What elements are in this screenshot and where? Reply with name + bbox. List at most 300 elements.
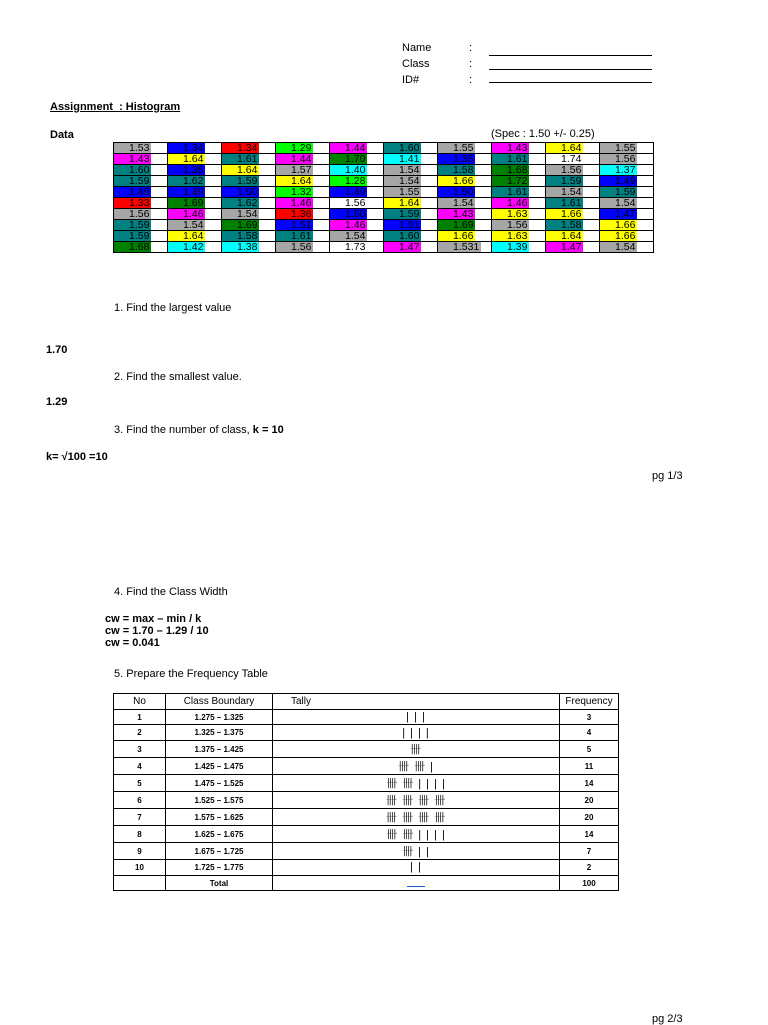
row-no: 9: [114, 843, 166, 860]
data-cell-value: 1.55: [384, 187, 421, 197]
data-cell: [168, 143, 222, 154]
data-cell: [222, 209, 276, 220]
data-cell: [384, 242, 438, 253]
data-cell-value: 1.33: [114, 198, 151, 208]
data-cell-value: 1.39: [492, 242, 529, 252]
data-cell-value: 1.66: [546, 209, 583, 219]
data-cell: [330, 220, 384, 231]
row-no: 5: [114, 775, 166, 792]
data-cell: [276, 242, 330, 253]
name-field-line[interactable]: [489, 55, 652, 56]
data-cell-value: 1.55: [600, 143, 637, 153]
data-cell-value: 1.73: [330, 242, 367, 252]
data-cell: [546, 165, 600, 176]
q3-question-bold: k = 10: [252, 424, 284, 436]
data-cell-value: 1.53: [114, 143, 151, 153]
data-cell-value: 1.57: [276, 165, 313, 175]
q3-question-text: 3. Find the number of class,: [114, 424, 253, 436]
data-cell: [276, 231, 330, 242]
data-cell-value: 1.59: [384, 209, 421, 219]
data-cell-value: 1.54: [546, 187, 583, 197]
data-cell: [222, 143, 276, 154]
data-cell-value: 1.60: [384, 231, 421, 241]
data-cell: [492, 165, 546, 176]
data-cell-value: 1.62: [222, 198, 259, 208]
data-cell-value: 1.59: [114, 220, 151, 230]
data-cell: [492, 231, 546, 242]
data-cell-value: 1.60: [384, 143, 421, 153]
data-cell-value: 1.38: [222, 242, 259, 252]
row-no: 2: [114, 725, 166, 741]
data-cell: [168, 209, 222, 220]
data-cell-value: 1.63: [492, 209, 529, 219]
data-cell-value: 1.68: [492, 165, 529, 175]
data-cell-value: 1.40: [330, 165, 367, 175]
total-link[interactable]: [407, 878, 425, 887]
q4-question: 4. Find the Class Width: [114, 586, 228, 598]
data-cell-value: 1.54: [600, 242, 637, 252]
data-cell: [114, 198, 168, 209]
frequency-table: [113, 693, 619, 891]
data-cell-value: 1.64: [546, 143, 583, 153]
data-cell: [546, 154, 600, 165]
frequency-header-row: [114, 694, 619, 710]
q5-question: 5. Prepare the Frequency Table: [114, 668, 268, 680]
data-cell-value: 1.54: [384, 165, 421, 175]
data-cell: [330, 176, 384, 187]
row-tally: 卌 卌 |: [273, 758, 560, 775]
data-cell-value: 1.72: [492, 176, 529, 186]
data-cell: [546, 143, 600, 154]
data-cell-value: 1.34: [222, 143, 259, 153]
data-cell-value: 1.64: [222, 165, 259, 175]
data-cell-value: 1.56: [330, 198, 367, 208]
data-cell-value: 1.61: [222, 154, 259, 164]
data-cell-value: 1.54: [438, 198, 475, 208]
data-cell: [222, 198, 276, 209]
row-no: 1: [114, 709, 166, 725]
name-label: Name: [402, 42, 432, 54]
data-cell-value: 1.66: [438, 231, 475, 241]
data-cell: [546, 187, 600, 198]
data-cell: [492, 176, 546, 187]
data-cell-value: 1.44: [276, 154, 313, 164]
data-cell-value: 1.61: [492, 154, 529, 164]
data-cell: [600, 242, 654, 253]
frequency-row: [114, 741, 619, 758]
data-cell-value: 1.62: [168, 176, 205, 186]
row-tally: 卌 卌 卌 卌: [273, 792, 560, 809]
data-cell: [330, 143, 384, 154]
data-cell-value: 1.43: [492, 143, 529, 153]
data-cell: [384, 231, 438, 242]
data-cell-value: 1.61: [492, 187, 529, 197]
data-cell: [168, 231, 222, 242]
data-cell: [330, 154, 384, 165]
data-cell: [276, 143, 330, 154]
q2-question: 2. Find the smallest value.: [114, 371, 242, 383]
q4-line3: cw = 0.041: [105, 637, 160, 649]
data-cell-value: 1.47: [546, 242, 583, 252]
data-cell: [330, 165, 384, 176]
data-cell-value: 1.46: [168, 209, 205, 219]
data-cell: [276, 165, 330, 176]
data-cell-value: 1.56: [546, 165, 583, 175]
row-tally: 卌 卌 卌 卌: [273, 809, 560, 826]
data-cell: [492, 198, 546, 209]
data-cell-value: 1.47: [384, 242, 421, 252]
data-cell-value: 1.35: [168, 165, 205, 175]
frequency-row: [114, 709, 619, 725]
row-no: 3: [114, 741, 166, 758]
data-cell-value: 1.54: [168, 220, 205, 230]
data-grid-row: [114, 154, 654, 165]
row-boundary: 1.475 – 1.525: [166, 775, 273, 792]
row-tally: 卌 | |: [273, 843, 560, 860]
data-cell-value: 1.63: [492, 231, 529, 241]
data-cell-value: 1.54: [600, 198, 637, 208]
data-grid-row: [114, 176, 654, 187]
data-cell: [168, 242, 222, 253]
data-cell-value: 1.59: [114, 176, 151, 186]
data-cell: [384, 165, 438, 176]
data-cell: [168, 154, 222, 165]
data-cell: [276, 209, 330, 220]
data-cell-value: 1.64: [168, 154, 205, 164]
data-cell-value: 1.29: [276, 143, 313, 153]
q1-question: 1. Find the largest value: [114, 302, 232, 314]
row-tally: | | |: [273, 709, 560, 725]
data-cell-value: 1.47: [600, 209, 637, 219]
data-cell: [276, 220, 330, 231]
data-cell-value: 1.60: [114, 165, 151, 175]
q4-line1: cw = max – min / k: [105, 613, 202, 625]
row-no: 7: [114, 809, 166, 826]
data-grid-row: [114, 231, 654, 242]
row-boundary: 1.325 – 1.375: [166, 725, 273, 741]
total-label: Total: [166, 875, 273, 891]
frequency-row: [114, 758, 619, 775]
data-cell: [114, 176, 168, 187]
q4-line2: cw = 1.70 – 1.29 / 10: [105, 625, 209, 637]
data-cell-value: 1.59: [222, 176, 259, 186]
data-cell: [222, 187, 276, 198]
data-grid: [113, 142, 654, 253]
row-boundary: 1.575 – 1.625: [166, 809, 273, 826]
data-cell: [438, 209, 492, 220]
data-cell: [438, 231, 492, 242]
data-label: Data: [50, 129, 74, 141]
data-cell-value: 1.28: [330, 176, 367, 186]
data-cell-value: 1.66: [438, 176, 475, 186]
data-cell: [492, 154, 546, 165]
data-cell: [492, 143, 546, 154]
data-cell-value: 1.34: [168, 143, 205, 153]
data-cell: [600, 165, 654, 176]
data-cell-value: 1.50: [222, 187, 259, 197]
data-cell-value: 1.49: [330, 187, 367, 197]
data-cell: [330, 198, 384, 209]
row-frequency: 4: [560, 725, 619, 741]
data-cell-value: 1.69: [222, 220, 259, 230]
row-no: 6: [114, 792, 166, 809]
row-no: 10: [114, 860, 166, 876]
data-cell-value: 1.43: [438, 209, 475, 219]
id-field-line[interactable]: [489, 82, 652, 83]
data-cell-value: 1.49: [114, 187, 151, 197]
data-cell-value: 1.46: [492, 198, 529, 208]
data-grid-row: [114, 209, 654, 220]
data-cell: [600, 231, 654, 242]
row-no: 8: [114, 826, 166, 843]
data-cell: [600, 154, 654, 165]
data-cell-value: 1.37: [600, 165, 637, 175]
data-cell: [384, 154, 438, 165]
data-cell: [438, 176, 492, 187]
data-cell-value: 1.54: [330, 231, 367, 241]
id-label: ID#: [402, 74, 420, 86]
header-no: No: [114, 694, 166, 710]
data-cell: [114, 231, 168, 242]
data-cell-value: 1.61: [546, 198, 583, 208]
frequency-row: [114, 826, 619, 843]
data-cell: [600, 187, 654, 198]
data-grid-row: [114, 220, 654, 231]
row-frequency: 14: [560, 826, 619, 843]
data-cell: [600, 209, 654, 220]
data-cell: [384, 176, 438, 187]
data-cell-value: 1.56: [114, 209, 151, 219]
assignment-title: Assignment : Histogram: [50, 101, 181, 113]
row-no: 4: [114, 758, 166, 775]
data-cell: [276, 187, 330, 198]
q2-answer: 1.29: [46, 396, 68, 408]
data-cell-value: 1.58: [438, 165, 475, 175]
data-cell-value: 1.64: [168, 231, 205, 241]
data-cell-value: 1.50: [438, 187, 475, 197]
data-cell-value: 1.58: [546, 220, 583, 230]
row-boundary: 1.425 – 1.475: [166, 758, 273, 775]
frequency-row: [114, 843, 619, 860]
spec-text: (Spec : 1.50 +/- 0.25): [491, 128, 595, 140]
class-field-line[interactable]: [489, 69, 652, 70]
data-cell: [546, 198, 600, 209]
data-cell: [222, 154, 276, 165]
data-cell: [222, 165, 276, 176]
data-cell: [276, 198, 330, 209]
row-tally: | | | |: [273, 725, 560, 741]
row-frequency: 2: [560, 860, 619, 876]
row-tally: | |: [273, 860, 560, 876]
data-cell: [114, 154, 168, 165]
data-cell-value: 1.51: [276, 220, 313, 230]
data-cell: [546, 231, 600, 242]
data-cell-value: 1.69: [168, 198, 205, 208]
data-cell-value: 1.41: [384, 154, 421, 164]
data-cell-value: 1.531: [438, 242, 481, 252]
data-cell: [600, 176, 654, 187]
data-cell-value: 1.59: [546, 176, 583, 186]
data-cell: [330, 187, 384, 198]
frequency-row: [114, 809, 619, 826]
row-frequency: 7: [560, 843, 619, 860]
total-link-cell: [273, 875, 560, 891]
data-cell-value: 1.69: [438, 220, 475, 230]
data-cell: [600, 198, 654, 209]
data-cell: [168, 176, 222, 187]
data-cell: [222, 220, 276, 231]
page-number-1: pg 1/3: [652, 470, 683, 482]
data-cell: [438, 220, 492, 231]
data-cell-value: 1.59: [114, 231, 151, 241]
data-cell: [276, 176, 330, 187]
header-class-boundary: Class Boundary: [166, 694, 273, 710]
data-cell-value: 1.50: [330, 209, 367, 219]
data-cell-value: 1.46: [330, 220, 367, 230]
header-frequency: Frequency: [560, 694, 619, 710]
id-colon: :: [469, 74, 473, 86]
data-cell: [438, 143, 492, 154]
data-cell: [438, 242, 492, 253]
data-cell-value: 1.46: [276, 198, 313, 208]
data-cell: [600, 220, 654, 231]
class-colon: :: [469, 58, 473, 70]
data-cell-value: 1.32: [276, 187, 313, 197]
frequency-row: [114, 792, 619, 809]
row-boundary: 1.625 – 1.675: [166, 826, 273, 843]
data-cell: [168, 198, 222, 209]
data-cell-value: 1.55: [438, 143, 475, 153]
data-cell: [330, 231, 384, 242]
data-cell: [546, 242, 600, 253]
data-grid-row: [114, 187, 654, 198]
row-frequency: 5: [560, 741, 619, 758]
data-cell: [114, 187, 168, 198]
q3-answer: k= √100 =10: [46, 451, 108, 463]
row-boundary: 1.525 – 1.575: [166, 792, 273, 809]
row-frequency: 11: [560, 758, 619, 775]
data-cell: [276, 154, 330, 165]
total-empty-cell: [114, 875, 166, 891]
data-cell-value: 1.54: [222, 209, 259, 219]
frequency-row: [114, 725, 619, 741]
data-cell-value: 1.68: [114, 242, 151, 252]
data-cell: [438, 165, 492, 176]
data-cell-value: 1.66: [600, 231, 637, 241]
data-cell-value: 1.66: [600, 220, 637, 230]
data-cell: [114, 209, 168, 220]
data-cell-value: 1.51: [384, 220, 421, 230]
data-cell-value: 1.49: [168, 187, 205, 197]
data-cell-value: 1.56: [600, 154, 637, 164]
data-grid-row: [114, 242, 654, 253]
data-cell: [438, 154, 492, 165]
data-cell: [600, 143, 654, 154]
data-cell: [492, 209, 546, 220]
name-colon: :: [469, 42, 473, 54]
data-cell: [492, 187, 546, 198]
data-cell: [168, 220, 222, 231]
row-frequency: 3: [560, 709, 619, 725]
data-cell-value: 1.44: [330, 143, 367, 153]
total-row: [114, 875, 619, 891]
row-frequency: 20: [560, 809, 619, 826]
data-cell-value: 1.64: [546, 231, 583, 241]
data-cell-value: 1.56: [492, 220, 529, 230]
row-frequency: 14: [560, 775, 619, 792]
data-cell-value: 1.58: [222, 231, 259, 241]
row-tally: 卌 卌 | | | |: [273, 775, 560, 792]
data-cell: [114, 242, 168, 253]
data-cell-value: 1.35: [438, 154, 475, 164]
data-cell: [114, 220, 168, 231]
data-cell-value: 1.56: [276, 242, 313, 252]
data-grid-row: [114, 165, 654, 176]
q1-answer: 1.70: [46, 344, 68, 356]
data-cell-value: 1.64: [276, 176, 313, 186]
data-cell-value: 1.70: [330, 154, 367, 164]
page-number-2: pg 2/3: [652, 1013, 683, 1025]
data-cell: [114, 165, 168, 176]
class-label: Class: [402, 58, 430, 70]
data-cell: [384, 209, 438, 220]
data-cell: [546, 220, 600, 231]
data-cell: [168, 187, 222, 198]
data-cell: [114, 143, 168, 154]
data-cell: [222, 242, 276, 253]
data-cell: [492, 242, 546, 253]
data-cell: [384, 187, 438, 198]
data-cell-value: 1.59: [600, 187, 637, 197]
data-cell-value: 1.42: [168, 242, 205, 252]
data-cell: [492, 220, 546, 231]
frequency-row: [114, 860, 619, 876]
data-cell-value: 1.61: [276, 231, 313, 241]
total-value: 100: [560, 875, 619, 891]
data-cell-value: 1.36: [276, 209, 313, 219]
data-cell: [222, 176, 276, 187]
row-boundary: 1.725 – 1.775: [166, 860, 273, 876]
row-tally: 卌: [273, 741, 560, 758]
q3-question: [114, 424, 284, 436]
data-grid-row: [114, 198, 654, 209]
data-cell: [330, 209, 384, 220]
header-tally: Tally: [273, 694, 560, 710]
data-grid-row: [114, 143, 654, 154]
data-cell-value: 1.49: [600, 176, 637, 186]
row-boundary: 1.675 – 1.725: [166, 843, 273, 860]
data-cell: [168, 165, 222, 176]
row-frequency: 20: [560, 792, 619, 809]
data-cell-value: 1.43: [114, 154, 151, 164]
data-cell: [438, 198, 492, 209]
data-cell: [384, 198, 438, 209]
data-cell: [222, 231, 276, 242]
frequency-row: [114, 775, 619, 792]
data-cell: [438, 187, 492, 198]
data-cell: [384, 220, 438, 231]
row-boundary: 1.275 – 1.325: [166, 709, 273, 725]
data-cell: [546, 176, 600, 187]
row-tally: 卌 卌 | | | |: [273, 826, 560, 843]
data-cell-value: 1.74: [546, 154, 583, 164]
data-cell-value: 1.54: [384, 176, 421, 186]
data-cell: [384, 143, 438, 154]
data-cell: [330, 242, 384, 253]
data-cell: [546, 209, 600, 220]
data-cell-value: 1.64: [384, 198, 421, 208]
row-boundary: 1.375 – 1.425: [166, 741, 273, 758]
